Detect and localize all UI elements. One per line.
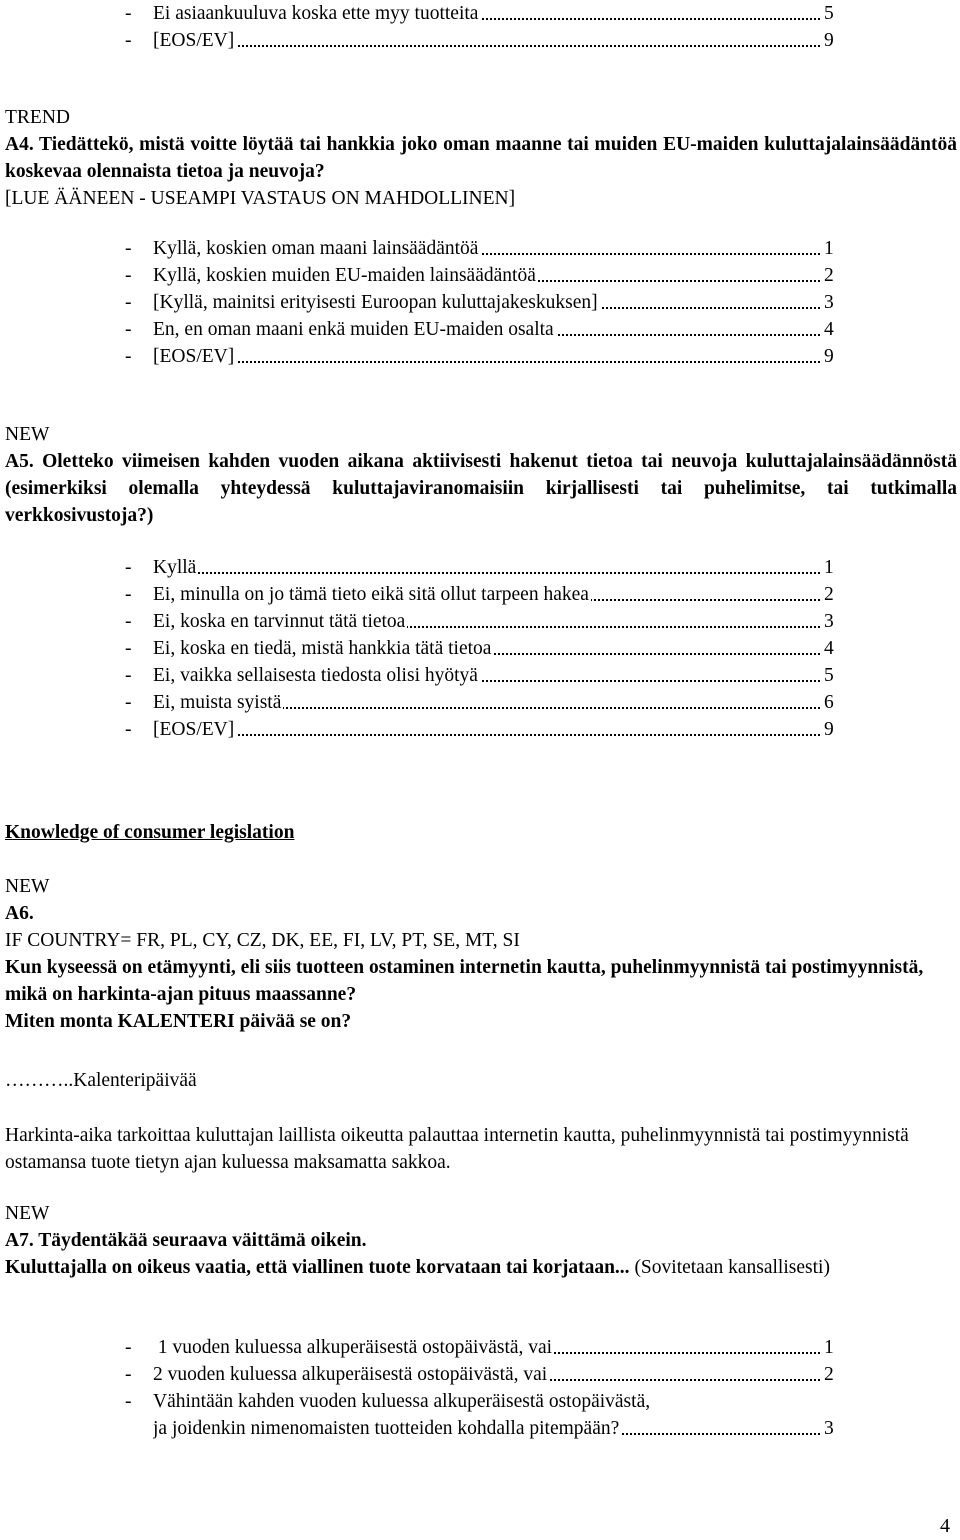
option-code: 2 [824,584,834,605]
top-answer-list [0,0,960,54]
option-text: Ei, koska en tarvinnut tätä tietoa [153,611,406,632]
option-code: 5 [824,665,834,686]
list-dash: - [125,584,132,605]
question-a6 [5,873,957,1035]
option-text: 2 vuoden kuluessa alkuperäisestä ostopäivästä, vai [153,1364,548,1385]
list-dash: - [125,319,132,340]
question-text: A4. Tiedättekö, mistä voitte löytää tai hankkia joko oman maanne tai muiden EU-maiden kuluttajalainsäädäntöä koskevaa olennaista tietoa ja neuvoja? [5,134,957,182]
option-code: 3 [824,611,834,632]
question-statement [5,1254,957,1281]
a4-answer-list [0,235,960,370]
list-dash: - [125,265,132,286]
list-item [0,1361,960,1388]
a7-answer-list [0,1334,960,1442]
list-item [0,581,960,608]
option-text: Kyllä [153,557,197,578]
question-a4 [5,104,957,212]
option-text: Ei, minulla on jo tämä tieto eikä sitä ollut tarpeen hakea [153,584,589,605]
question-a5 [5,421,957,529]
list-dash: - [125,30,132,51]
list-dash: - [125,692,132,713]
option-code: 1 [824,238,834,259]
option-code: 2 [824,265,834,286]
question-number: A6. [5,903,34,924]
question-tag: NEW [5,424,50,445]
page-number: 4 [940,1515,950,1537]
option-text: Ei, vaikka sellaisesta tiedosta olisi hyötyä [153,665,478,686]
list-item [0,689,960,716]
question-tag: NEW [5,876,50,897]
option-text: [EOS/EV] [153,30,235,51]
question-tag: TREND [5,107,70,128]
statement-note: (Sovitetaan kansallisesti) [634,1257,830,1278]
a5-answer-list [0,554,960,743]
section-heading: Knowledge of consumer legislation [5,822,295,843]
question-text: A7. Täydentäkää seuraava väittämä oikein. [5,1230,367,1251]
option-text: Kyllä, koskien oman maani lainsäädäntöä [153,238,479,259]
option-code: 4 [824,319,834,340]
option-text: En, en oman maani enkä muiden EU-maiden osalta [153,319,554,340]
question-subtext: Miten monta KALENTERI päivää se on? [5,1011,352,1032]
option-text: Ei asiaankuuluva koska ette myy tuotteita [153,3,479,24]
option-text-continued: ja joidenkin nimenomaisten tuotteiden kohdalla pitempään? [153,1418,620,1439]
list-item [0,262,960,289]
list-dash: - [125,719,132,740]
option-text: Kyllä, koskien muiden EU-maiden lainsäädäntöä [153,265,536,286]
list-item [0,1334,960,1361]
option-text: [EOS/EV] [153,346,235,367]
list-item [0,1388,960,1442]
option-text: 1 vuoden kuluessa alkuperäisestä ostopäivästä, vai [153,1337,553,1358]
question-tag: NEW [5,1203,50,1224]
answer-line: ………..Kalenteripäivää [5,1070,197,1091]
option-text: Ei, muista syistä [153,692,282,713]
list-item [0,343,960,370]
list-item [0,235,960,262]
section-heading-block [5,819,957,846]
option-code: 9 [824,719,834,740]
list-item [0,662,960,689]
list-item [0,0,960,27]
list-item [0,635,960,662]
list-item [0,27,960,54]
question-filter: IF COUNTRY= FR, PL, CY, CZ, DK, EE, FI, LV, PT, SE, MT, SI [5,930,520,951]
option-text: [Kyllä, mainitsi erityisesti Euroopan kuluttajakeskuksen] [153,292,598,313]
option-code: 4 [824,638,834,659]
list-dash: - [125,638,132,659]
option-code: 1 [824,557,834,578]
list-dash: - [125,1364,132,1385]
option-code: 1 [824,1337,834,1358]
list-dash: - [125,3,132,24]
list-item [0,554,960,581]
option-text: Ei, koska en tiedä, mistä hankkia tätä tietoa [153,638,492,659]
list-dash: - [125,557,132,578]
list-dash: - [125,1391,132,1412]
option-code: 3 [824,1418,834,1439]
option-code: 6 [824,692,834,713]
option-code: 5 [824,3,834,24]
option-code: 3 [824,292,834,313]
question-text: A5. Oletteko viimeisen kahden vuoden aikana aktiivisesti hakenut tietoa tai neuvoja kuluttajalainsäädännöstä (esimerkiksi olemalla yhteydessä kuluttajaviranomaisiin kirjallisesti tai puhelimitse, tai tutkimalla verkkosivustoja?) [5,451,957,526]
list-dash: - [125,238,132,259]
definition-note: Harkinta-aika tarkoittaa kuluttajan laillista oikeutta palauttaa internetin kautta, puhelinmyynnistä tai postimyynnistä ostamansa tuote tietyn ajan kuluessa maksamatta sakkoa. [5,1125,909,1173]
list-item [0,716,960,743]
a6-note [5,1122,957,1176]
option-text: Vähintään kahden vuoden kuluessa alkuperäisestä ostopäivästä, [153,1391,651,1412]
list-dash: - [125,611,132,632]
option-code: 9 [824,346,834,367]
interviewer-instruction: [LUE ÄÄNEEN - USEAMPI VASTAUS ON MAHDOLLINEN] [5,188,516,209]
question-a7 [5,1200,957,1281]
list-dash: - [125,665,132,686]
list-dash: - [125,1337,132,1358]
option-text: [EOS/EV] [153,719,235,740]
list-item [0,608,960,635]
list-dash: - [125,292,132,313]
list-dash: - [125,346,132,367]
option-code: 2 [824,1364,834,1385]
statement-text: Kuluttajalla on oikeus vaatia, että viallinen tuote korvataan tai korjataan... [5,1257,630,1278]
question-text: Kun kyseessä on etämyynti, eli siis tuotteen ostaminen internetin kautta, puhelinmyynnistä tai postimyynnistä, mikä on harkinta-ajan pituus maassanne? [5,957,924,1005]
a6-answer [5,1067,957,1094]
option-code: 9 [824,30,834,51]
list-item [0,316,960,343]
list-item [0,289,960,316]
